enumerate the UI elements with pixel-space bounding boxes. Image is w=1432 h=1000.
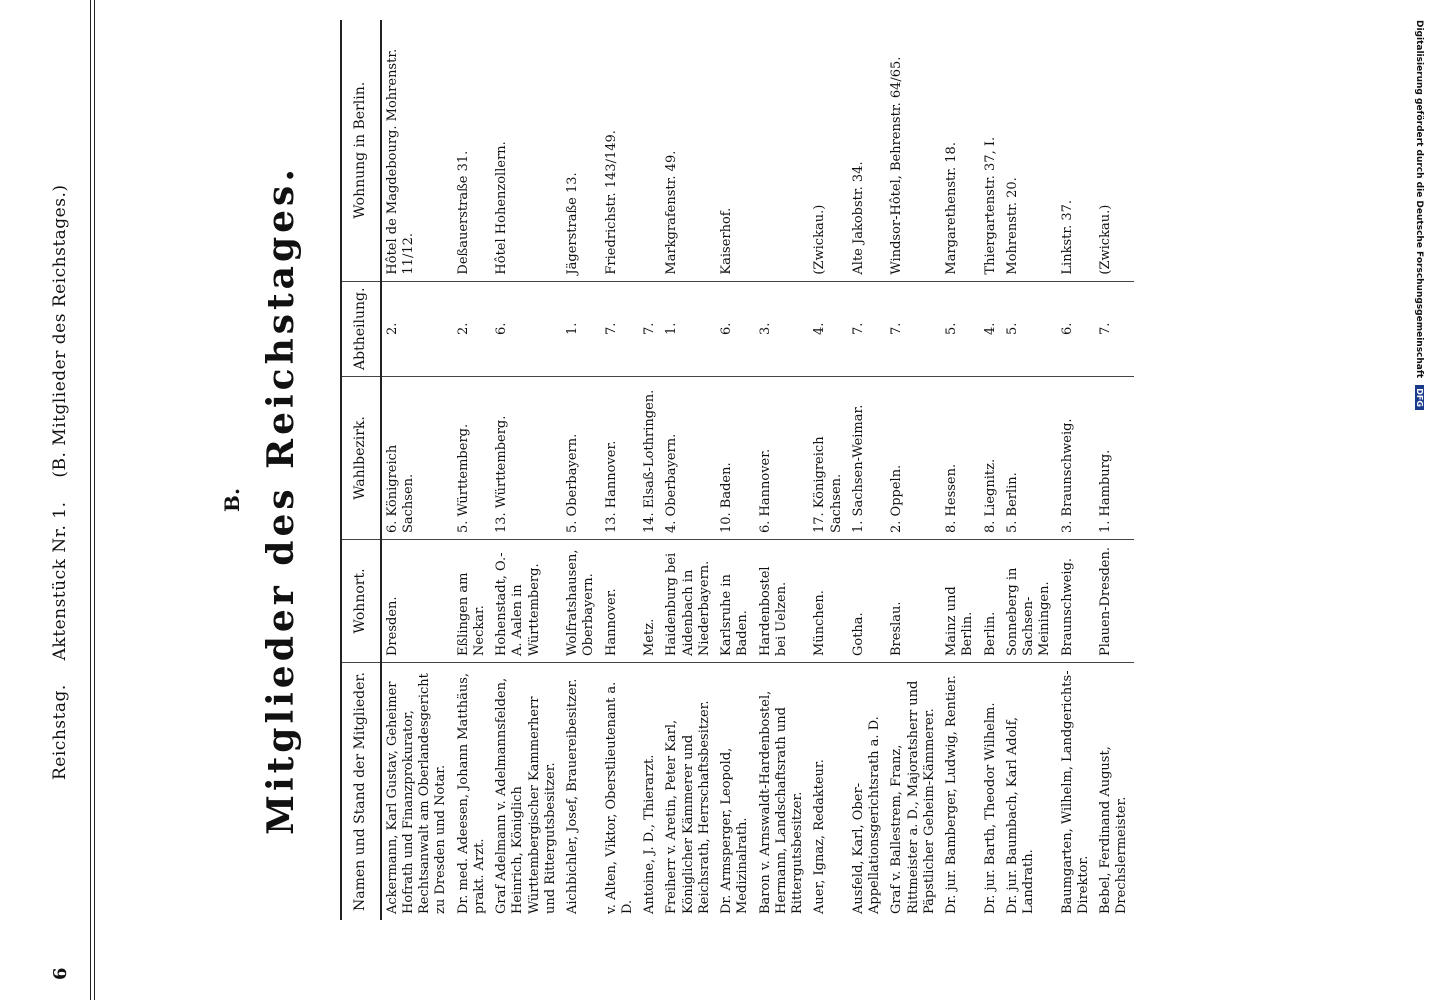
wahlbezirk-cell: 5. Oberbayern. — [562, 377, 601, 540]
abtheilung-cell: 5. — [941, 281, 980, 376]
wohnort-cell: Eßlingen am Neckar. — [453, 540, 492, 663]
wohnort-cell: Metz. — [639, 540, 661, 663]
table-row — [1095, 20, 1134, 920]
wahlbezirk-cell: 17. Königreich Sachsen. — [809, 377, 848, 540]
abtheilung-cell: 2. — [381, 281, 453, 376]
section-title: Mitglieder des Reichstages. — [260, 165, 302, 835]
table-row — [809, 20, 848, 920]
page-number: 6 — [50, 967, 71, 980]
table-row — [601, 20, 640, 920]
wohnung-cell: Windsor-Hôtel, Behrenstr. 64/65. — [886, 20, 941, 281]
column-header-wohnung: Wohnung in Berlin. — [341, 20, 381, 281]
table-row — [1057, 20, 1096, 920]
table-row — [1002, 20, 1057, 920]
wohnort-cell: Karlsruhe in Baden. — [716, 540, 755, 663]
header-rule — [94, 0, 95, 1000]
abtheilung-cell: 4. — [809, 281, 848, 376]
wahlbezirk-cell: 10. Baden. — [716, 377, 755, 540]
table-row — [886, 20, 941, 920]
wohnung-cell: Thiergartenstr. 37, I. — [980, 20, 1002, 281]
wahlbezirk-cell: 5. Württemberg. — [453, 377, 492, 540]
abtheilung-cell: 7. — [886, 281, 941, 376]
wohnort-cell: Berlin. — [980, 540, 1002, 663]
running-head-part: (B. Mitglieder des Reichstages.) — [50, 184, 70, 478]
abtheilung-cell: 7. — [639, 281, 661, 376]
wahlbezirk-cell: 13. Hannover. — [601, 377, 640, 540]
wohnung-cell — [755, 20, 810, 281]
wohnort-cell: Haidenburg bei Aidenbach in Niederbayern. — [661, 540, 716, 663]
wohnort-cell: Plauen-Dresden. — [1095, 540, 1134, 663]
wahlbezirk-cell: 3. Braunschweig. — [1057, 377, 1096, 540]
table-row — [639, 20, 661, 920]
wohnort-cell: Sonneberg in Sachsen-Meiningen. — [1002, 540, 1057, 663]
column-header-abtheilung: Abtheilung. — [341, 281, 381, 376]
wahlbezirk-cell: 1. Hamburg. — [1095, 377, 1134, 540]
running-head-part: Aktenstück Nr. 1. — [50, 501, 70, 661]
wohnort-cell: Dresden. — [381, 540, 453, 663]
wohnung-cell: (Zwickau.) — [809, 20, 848, 281]
wohnung-cell: Mohrenstr. 20. — [1002, 20, 1057, 281]
member-name-cell: Graf v. Ballestrem, Franz, Rittmeister a. D., Majoratsherr und Päpstlicher Geheim-Kämmerer. — [889, 680, 937, 914]
member-name-cell: Dr. jur. Bamberger, Ludwig, Rentier. — [944, 675, 959, 914]
table-row — [661, 20, 716, 920]
wohnung-cell: Linkstr. 37. — [1057, 20, 1096, 281]
wohnort-cell: Hardenbostel bei Uelzen. — [755, 540, 810, 663]
wohnort-cell: Wolfratshausen, Oberbayern. — [562, 540, 601, 663]
dfg-logo: DFG — [1415, 385, 1424, 410]
wahlbezirk-cell: 13. Württemberg. — [491, 377, 562, 540]
table-header-row — [341, 20, 381, 920]
column-header-name: Namen und Stand der Mitglieder. — [341, 663, 381, 921]
running-head-part: Reichstag. — [50, 684, 70, 780]
wohnort-cell: Braunschweig. — [1057, 540, 1096, 663]
table-row — [755, 20, 810, 920]
wahlbezirk-cell: 4. Oberbayern. — [661, 377, 716, 540]
abtheilung-cell: 3. — [755, 281, 810, 376]
side-note-text — [1414, 20, 1424, 410]
wahlbezirk-cell: 8. Liegnitz. — [980, 377, 1002, 540]
abtheilung-cell: 2. — [453, 281, 492, 376]
member-name-cell: Baron v. Arnswaldt-Hardenbostel, Hermann, Landschaftsrath und Rittergutsbesitzer. — [757, 690, 805, 914]
abtheilung-cell: 1. — [562, 281, 601, 376]
side-note — [1410, 20, 1426, 580]
wohnung-cell: Deßauerstraße 31. — [453, 20, 492, 281]
abtheilung-cell: 6. — [1057, 281, 1096, 376]
member-name-cell: Dr. jur. Baumbach, Karl Adolf, Landrath. — [1004, 716, 1036, 914]
wohnort-cell: Gotha. — [848, 540, 887, 663]
wahlbezirk-cell: 2. Oppeln. — [886, 377, 941, 540]
wohnung-cell: Friedrichstr. 143/149. — [601, 20, 640, 281]
wohnort-cell: Breslau. — [886, 540, 941, 663]
member-name-cell: Antoine, J. D., Thierarzt. — [642, 754, 657, 914]
wahlbezirk-cell: 6. Königreich Sachsen. — [381, 377, 453, 540]
table-row — [491, 20, 562, 920]
wohnort-cell: Mainz und Berlin. — [941, 540, 980, 663]
wahlbezirk-cell: 14. Elsaß-Lothringen. — [639, 377, 661, 540]
abtheilung-cell: 1. — [661, 281, 716, 376]
wohnort-cell: Hohenstadt, O.-A. Aalen in Württemberg. — [491, 540, 562, 663]
table-body — [381, 20, 1134, 920]
abtheilung-cell: 4. — [980, 281, 1002, 376]
member-name-cell: Baumgarten, Wilhelm, Landgerichts-Direktor. — [1059, 670, 1091, 914]
member-name-cell: Dr. jur. Barth, Theodor Wilhelm. — [982, 702, 998, 914]
section-letter: B. — [220, 488, 244, 512]
abtheilung-cell: 7. — [848, 281, 887, 376]
wohnung-cell: Kaiserhof. — [716, 20, 755, 281]
column-header-wahlbezirk: Wahlbezirk. — [341, 377, 381, 540]
wahlbezirk-cell: 5. Berlin. — [1002, 377, 1057, 540]
wohnung-cell: (Zwickau.) — [1095, 20, 1134, 281]
table-row — [941, 20, 980, 920]
wohnung-cell: Jägerstraße 13. — [562, 20, 601, 281]
table-row — [980, 20, 1002, 920]
wohnort-cell: Hannover. — [601, 540, 640, 663]
member-name-cell: Ausfeld, Karl, Ober-Appellationsgerichtsrath a. D. — [850, 716, 882, 914]
wohnung-cell: Margarethenstr. 18. — [941, 20, 980, 281]
funding-note: Digitalisierung gefördert durch die Deutsche Forschungsgemeinschaft — [1414, 20, 1424, 379]
abtheilung-cell: 6. — [491, 281, 562, 376]
table-row — [562, 20, 601, 920]
abtheilung-cell: 6. — [716, 281, 755, 376]
column-header-wohnort: Wohnort. — [341, 540, 381, 663]
wohnung-cell: Hôtel Hohenzollern. — [491, 20, 562, 281]
member-name-cell: Freiherr v. Aretin, Peter Karl, Königlicher Kämmerer und Reichsrath, Herrschaftsbesitzer. — [664, 700, 712, 914]
member-name-cell: Auer, Ignaz, Redakteur. — [812, 759, 828, 914]
abtheilung-cell: 7. — [1095, 281, 1134, 376]
wahlbezirk-cell: 8. Hessen. — [941, 377, 980, 540]
table-row — [381, 20, 453, 920]
wohnung-cell — [639, 20, 661, 281]
member-name-cell: v. Alten, Viktor, Oberstlieutenant a. D. — [603, 681, 635, 914]
member-name-cell: Ackermann, Karl Gustav, Geheimer Hofrath und Finanzprokurator, Rechtsanwalt am Oberlandesgericht zu Dresden und Notar. — [384, 673, 449, 914]
page-header — [0, 0, 120, 1000]
wohnort-cell: München. — [809, 540, 848, 663]
abtheilung-cell: 5. — [1002, 281, 1057, 376]
abtheilung-cell: 7. — [601, 281, 640, 376]
wohnung-cell: Alte Jakobstr. 34. — [848, 20, 887, 281]
wahlbezirk-cell: 1. Sachsen-Weimar. — [848, 377, 887, 540]
member-name-cell: Bebel, Ferdinand August, Drechslermeister. — [1098, 746, 1130, 914]
table-row — [848, 20, 887, 920]
member-name-cell: Graf Adelmann v. Adelmannsfelden, Heinrich, Königlich Württembergischer Kammerherr und Rittergutsbesitzer. — [494, 677, 558, 914]
running-head — [50, 166, 70, 780]
member-name-cell: Dr. Armsperger, Leopold, Medizinalrath. — [719, 747, 751, 914]
members-table — [340, 20, 1134, 920]
header-rule — [90, 0, 91, 1000]
wohnung-cell: Hôtel de Magdebourg. Mohrenstr. 11/12. — [381, 20, 453, 281]
wohnung-cell: Markgrafenstr. 49. — [661, 20, 716, 281]
table-row — [453, 20, 492, 920]
member-name-cell: Aichbichler, Josef, Brauereibesitzer. — [565, 678, 580, 914]
table-row — [716, 20, 755, 920]
member-name-cell: Dr. med. Adeesen, Johann Matthäus, prakt. Arzt. — [455, 672, 487, 914]
wahlbezirk-cell: 6. Hannover. — [755, 377, 810, 540]
